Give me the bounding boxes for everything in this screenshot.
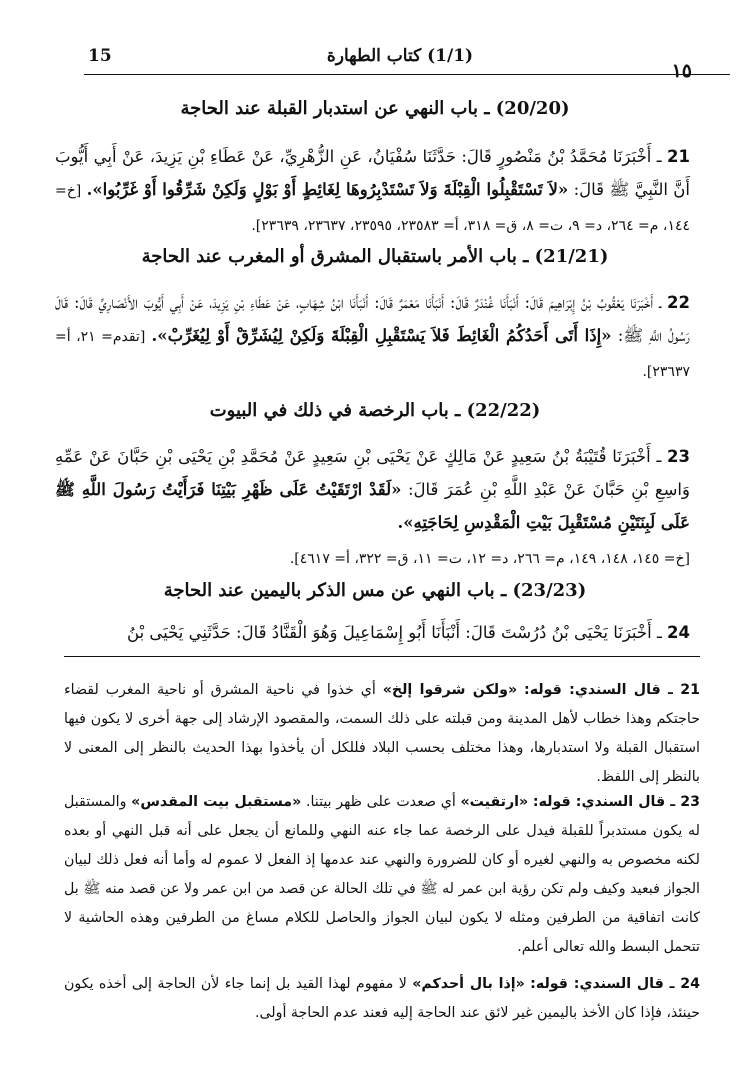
isnad-text: ـ أَخْبَرَنَا يَحْيَى بْنُ دُرُسْتَ قَالَ: أَنْبَأَنَا أَبُو إِسْمَاعِيلَ وَهُوَ الْقَنَّادُ قَالَ: حَدَّثَنِي يَحْيَى بْنُ xyxy=(127,623,662,642)
footnote-text-2: والمستقبل له يكون مستدبراً للقبلة فيدل على الرخصة عما جاء عنه النهي وللمانع أن يجعل على أنه قبل النهي أو بعده لكنه مخصوص به والنهي لغيره أو كان للضرورة والنهي عند عدمها إذ الفعل لا عموم له وأما أنه فعل ذلك لبيان الجواز فبعيد وكيف ولم تكن رؤية ابن عمر له ﷺ في تلك الحالة عن قصد من ابن عمر ولا عن قصد منه ﷺ بل كانت اتفاقية من الطرفين ومثله لا يكون لبيان الجواز والحاصل للكلام مساغ من الطرفين وهذه الحاشية لا تتحمل البسط والله تعالى أعلم. xyxy=(64,794,700,955)
hadith-24 xyxy=(55,616,690,649)
footnote-quote: «إذا بال أحدكم» xyxy=(412,976,525,992)
hadith-number: 24 xyxy=(667,623,690,642)
header-rule xyxy=(84,74,730,75)
footnote-quote-2: «مستقبل بيت المقدس» xyxy=(131,794,302,810)
hadith-number: 22 xyxy=(667,293,690,312)
page-number-latin: 15 xyxy=(88,46,112,66)
isnad-text: ـ أَخْبَرَنَا مُحَمَّدُ بْنُ مَنْصُورٍ قَالَ: حَدَّثَنَا سُفْيَانُ، عَنِ الزُّهْرِيِّ، عَنْ عَطَاءِ بْنِ يَزِيدَ، عَنْ أَبِي أَيُّوبَ أَنَّ النَّبِيَّ ﷺ قَالَ: xyxy=(55,147,690,199)
footnote-lead: 21 ـ قال السندي: قوله: xyxy=(524,682,700,698)
chapter-heading-22: (22/22) ـ باب الرخصة في ذلك في البيوت xyxy=(209,400,541,421)
chapter-heading-21: (21/21) ـ باب الأمر باستقبال المشرق أو المغرب عند الحاجة xyxy=(141,246,609,267)
hadith-number: 21 xyxy=(667,147,690,166)
footnote-21 xyxy=(64,676,700,792)
footnote-lead: 24 ـ قال السندي: قوله: xyxy=(530,976,701,992)
footnote-lead: 23 ـ قال السندي: قوله: xyxy=(532,794,700,810)
citation: [تقدم= ٢١، أ= ٢٣٦٣٧]. xyxy=(55,329,690,380)
page-number-arabic: ١٥ xyxy=(671,60,692,82)
footnote-text: أي صعدت على ظهر بيتنا. xyxy=(305,794,456,810)
citation: [خ= ١٤٥، ١٤٨، ١٤٩، م= ٢٦٦، د= ١٢، ت= ١١، ق= ٣٢٢، أ= ٤٦١٧]. xyxy=(289,551,690,567)
footnote-24 xyxy=(64,970,700,1028)
footnote-text: أي خذوا في ناحية المشرق أو ناحية المغرب لقضاء حاجتكم وهذا خطاب لأهل المدينة ومن قبلته على ذلك السمت، والمقصود الإرشاد إلى جهة أخرى لا يكون فيها استقبال القبلة ولا استدبارها، وهذا مختلف بحسب البلاد فللكل أن يأخذوا بهذا الحديث بالنظر إلى المعنى لا بالنظر إلى اللفظ. xyxy=(64,682,700,785)
footnote-23 xyxy=(64,788,700,962)
isnad-text: ـ أَخْبَرَنَا قُتَيْبَةُ بْنُ سَعِيدٍ عَنْ مَالِكٍ عَنْ يَحْيَى بْنِ سَعِيدٍ عَنْ مُحَمَّدِ بْنِ يَحْيَى بْنِ حَبَّانَ عَنْ عَمِّهِ وَاسِعِ بْنِ حَبَّانَ عَنْ عَبْدِ اللَّهِ بْنِ عُمَرَ قَالَ: xyxy=(55,447,690,499)
hadith-23 xyxy=(55,440,690,539)
chapter-heading-20: (20/20) ـ باب النهي عن استدبار القبلة عند الحاجة xyxy=(180,98,570,119)
footnote-quote: «ارتقيت» xyxy=(460,794,529,810)
matn-text: «لَقَدْ ارْتَقَيْتُ عَلَى ظَهْرِ بَيْتِنَا فَرَأَيْتُ رَسُولَ اللَّهِ ﷺ عَلَى لَبِنَتَيْنِ مُسْتَقْبِلَ بَيْتِ الْمَقْدِسِ لِحَاجَتِهِ». xyxy=(55,480,690,532)
hadith-22 xyxy=(55,286,690,389)
chapter-heading-23: (23/23) ـ باب النهي عن مس الذكر باليمين عند الحاجة xyxy=(163,580,587,601)
matn-text: «إِذَا أَتَى أَحَدُكُمُ الْغَائِطَ فَلاَ يَسْتَقْبِلِ الْقِبْلَةَ وَلَكِنْ لِيُشَرِّقْ أَوْ لِيُغَرِّبْ». xyxy=(151,326,612,345)
running-title: (1/1) كتاب الطهارة xyxy=(326,46,474,66)
hadith-number: 23 xyxy=(667,447,690,466)
footnote-quote: «ولكن شرقوا إلخ» xyxy=(382,682,518,698)
matn-text: «لاَ تَسْتَقْبِلُوا الْقِبْلَةَ وَلاَ تَسْتَدْبِرُوهَا لِغَائِطٍ أَوْ بَوْلٍ وَلَكِنْ شَرِّقُوا أَوْ غَرِّبُوا». xyxy=(86,180,569,199)
hadith-21 xyxy=(55,140,690,243)
citation: [خ= ١٤٤، م= ٢٦٤، د= ٩، ت= ٨، ق= ٣١٨، أ= ٢٣٥٨٣، ٢٣٥٩٥، ٢٣٦٣٧، ٢٣٦٣٩]. xyxy=(55,183,690,234)
isnad-text: ـ أَخْبَرَنَا يَعْقُوبُ بْنُ إِبْرَاهِيمَ قَالَ: أَنْبَأَنَا غُنْدَرٌ قَالَ: أَنْبَأَنَا مَعْمَرٌ قَالَ: أَنْبَأَنَا ابْنُ شِهَابٍ، عَنْ عَطَاءِ بْنِ يَزِيدَ، عَنْ أَبِي أَيُّوبَ الأَنْصَارِيِّ قَالَ: قَالَ رَسُولُ اللَّهِ ﷺ: xyxy=(55,293,690,345)
footnote-text: لا مفهوم لهذا القيد بل إنما جاء لأن الحاجة إلى أخذه يكون حينئذ، فإذا كان الأخذ باليمين غير لائق عند الحاجة إليه فعند عدم الحاجة أولى. xyxy=(64,976,700,1021)
